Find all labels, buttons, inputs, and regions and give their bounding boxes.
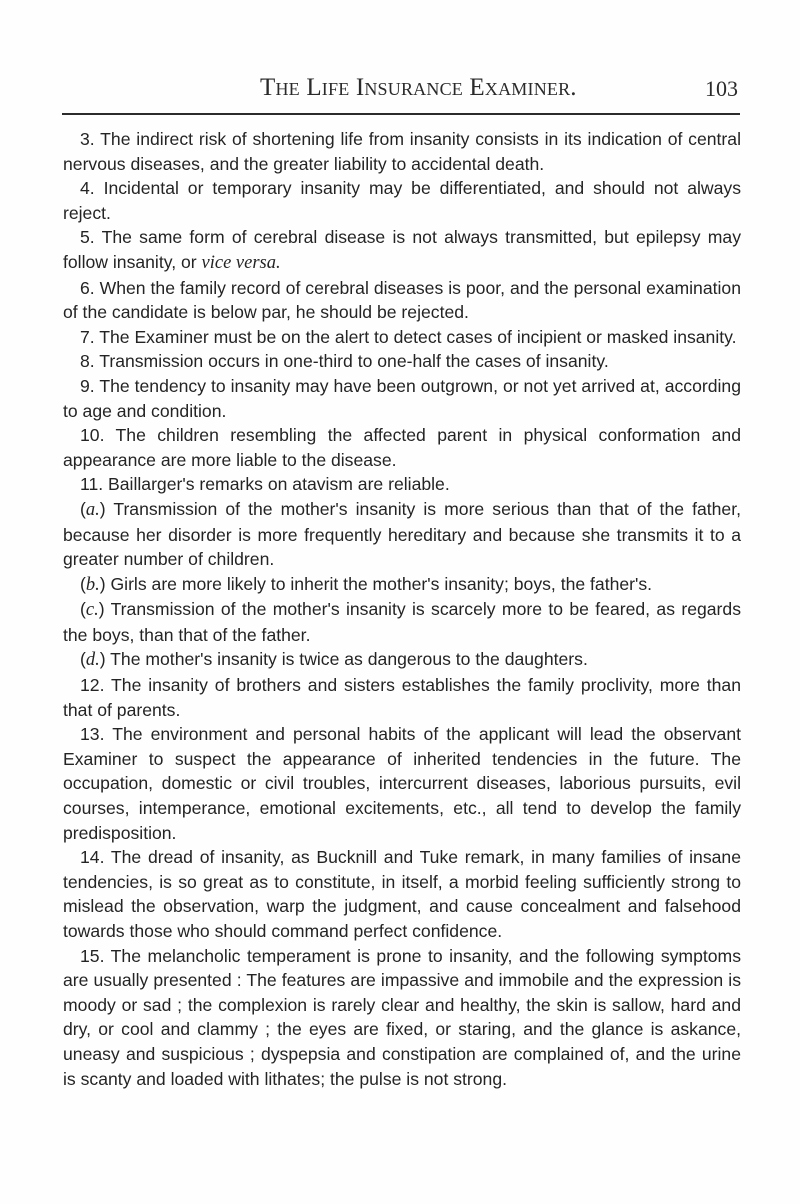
para-text: 7. The Examiner must be on the alert to detect cases of incipient or masked insanity.: [80, 326, 737, 347]
running-header: [62, 74, 740, 106]
paragraph-11: [63, 472, 741, 497]
para-text: 13. The environment and personal habits of the applicant will lead the observant Examiner to suspect the appearance of inherited tendencies in the future. The occupation, domestic or civil troubles, intercurrent diseases, laborious pursuits, evil courses, intemperance, emotional excitements, etc., all tend to develop the family predisposition.: [63, 724, 741, 843]
para-text: ) The mother's insanity is twice as dangerous to the daughters.: [99, 649, 588, 670]
para-text: 3. The indirect risk of shortening life from insanity consists in its indication of central nervous diseases, and the greater liability to accidental death.: [63, 129, 741, 174]
paragraph-6: [63, 276, 741, 325]
item-letter: b.: [85, 574, 100, 595]
para-text: ) Transmission of the mother's insanity is more serious than that of the father, because her disorder is more frequently hereditary and because she transmits it to a greater number of children.: [63, 498, 741, 570]
para-text: 8. Transmission occurs in one-third to one-half the cases of insanity.: [80, 351, 609, 372]
item-letter: d.: [85, 650, 100, 671]
page-number: 103: [705, 76, 738, 101]
para-text: 12. The insanity of brothers and sisters establishes the family proclivity, more than that of parents.: [63, 675, 741, 720]
para-open: (: [80, 573, 86, 594]
paragraph-13: [63, 722, 741, 845]
para-text: 15. The melancholic temperament is prone to insanity, and the following symptoms are usually presented : The features are impassive and immobile and the expression is moody or sad ; the complexion is rarely clear and healthy, the skin is sallow, hard and dry, or cool and clammy ; the eyes are fixed, or staring, and the glance is askance, uneasy and suspicious ; dyspepsia and constipation are complained of, and the urine is scanty and loaded with lithates; the pulse is not strong.: [63, 945, 741, 1089]
subparagraph-b: [63, 572, 741, 598]
para-text: 4. Incidental or temporary insanity may be differentiated, and should not always reject.: [63, 178, 741, 223]
para-text: 11. Baillarger's remarks on atavism are reliable.: [80, 474, 450, 495]
italic-phrase: vice versa.: [201, 252, 281, 273]
paragraph-8: [63, 349, 741, 374]
para-open: (: [80, 498, 86, 519]
running-title: The Life Insurance Examiner.: [260, 74, 577, 101]
paragraph-5: [63, 225, 741, 275]
item-letter: a.: [85, 499, 100, 520]
para-open: (: [80, 649, 86, 670]
body-text: [63, 127, 741, 1091]
para-text: 10. The children resembling the affected parent in physical conformation and appearance are more liable to the disease.: [63, 425, 741, 470]
subparagraph-a: [63, 497, 741, 572]
para-text: ) Transmission of the mother's insanity is scarcely more to be feared, as regards the boys, than that of the father.: [63, 599, 741, 645]
paragraph-10: [63, 423, 741, 472]
para-text: 14. The dread of insanity, as Bucknill and Tuke remark, in many families of insane tendencies, is so great as to constitute, in itself, a morbid feeling sufficiently strong to mislead the observation, warp the judgment, and cause concealment and falsehood towards those who should command perfect confidence.: [63, 847, 741, 941]
para-text: 9. The tendency to insanity may have been outgrown, or not yet arrived at, according to age and condition.: [63, 375, 741, 421]
item-letter: c.: [85, 600, 99, 621]
para-text: ) Girls are more likely to inherit the mother's insanity; boys, the father's.: [99, 573, 653, 594]
paragraph-3: [63, 127, 741, 176]
paragraph-12: [63, 673, 741, 722]
paragraph-9: [63, 374, 741, 423]
para-text: 5. The same form of cerebral disease is not always transmitted, but epilepsy may follow insanity, or: [63, 227, 741, 272]
subparagraph-d: [63, 647, 741, 673]
paragraph-15: [63, 944, 741, 1092]
paragraph-7: [63, 325, 741, 350]
paragraph-14: [63, 845, 741, 943]
subparagraph-c: [63, 597, 741, 647]
header-rule: [62, 113, 740, 115]
para-open: (: [80, 599, 86, 620]
para-text: 6. When the family record of cerebral diseases is poor, and the personal examination of the candidate is below par, he should be rejected.: [63, 277, 741, 323]
paragraph-4: [63, 176, 741, 225]
